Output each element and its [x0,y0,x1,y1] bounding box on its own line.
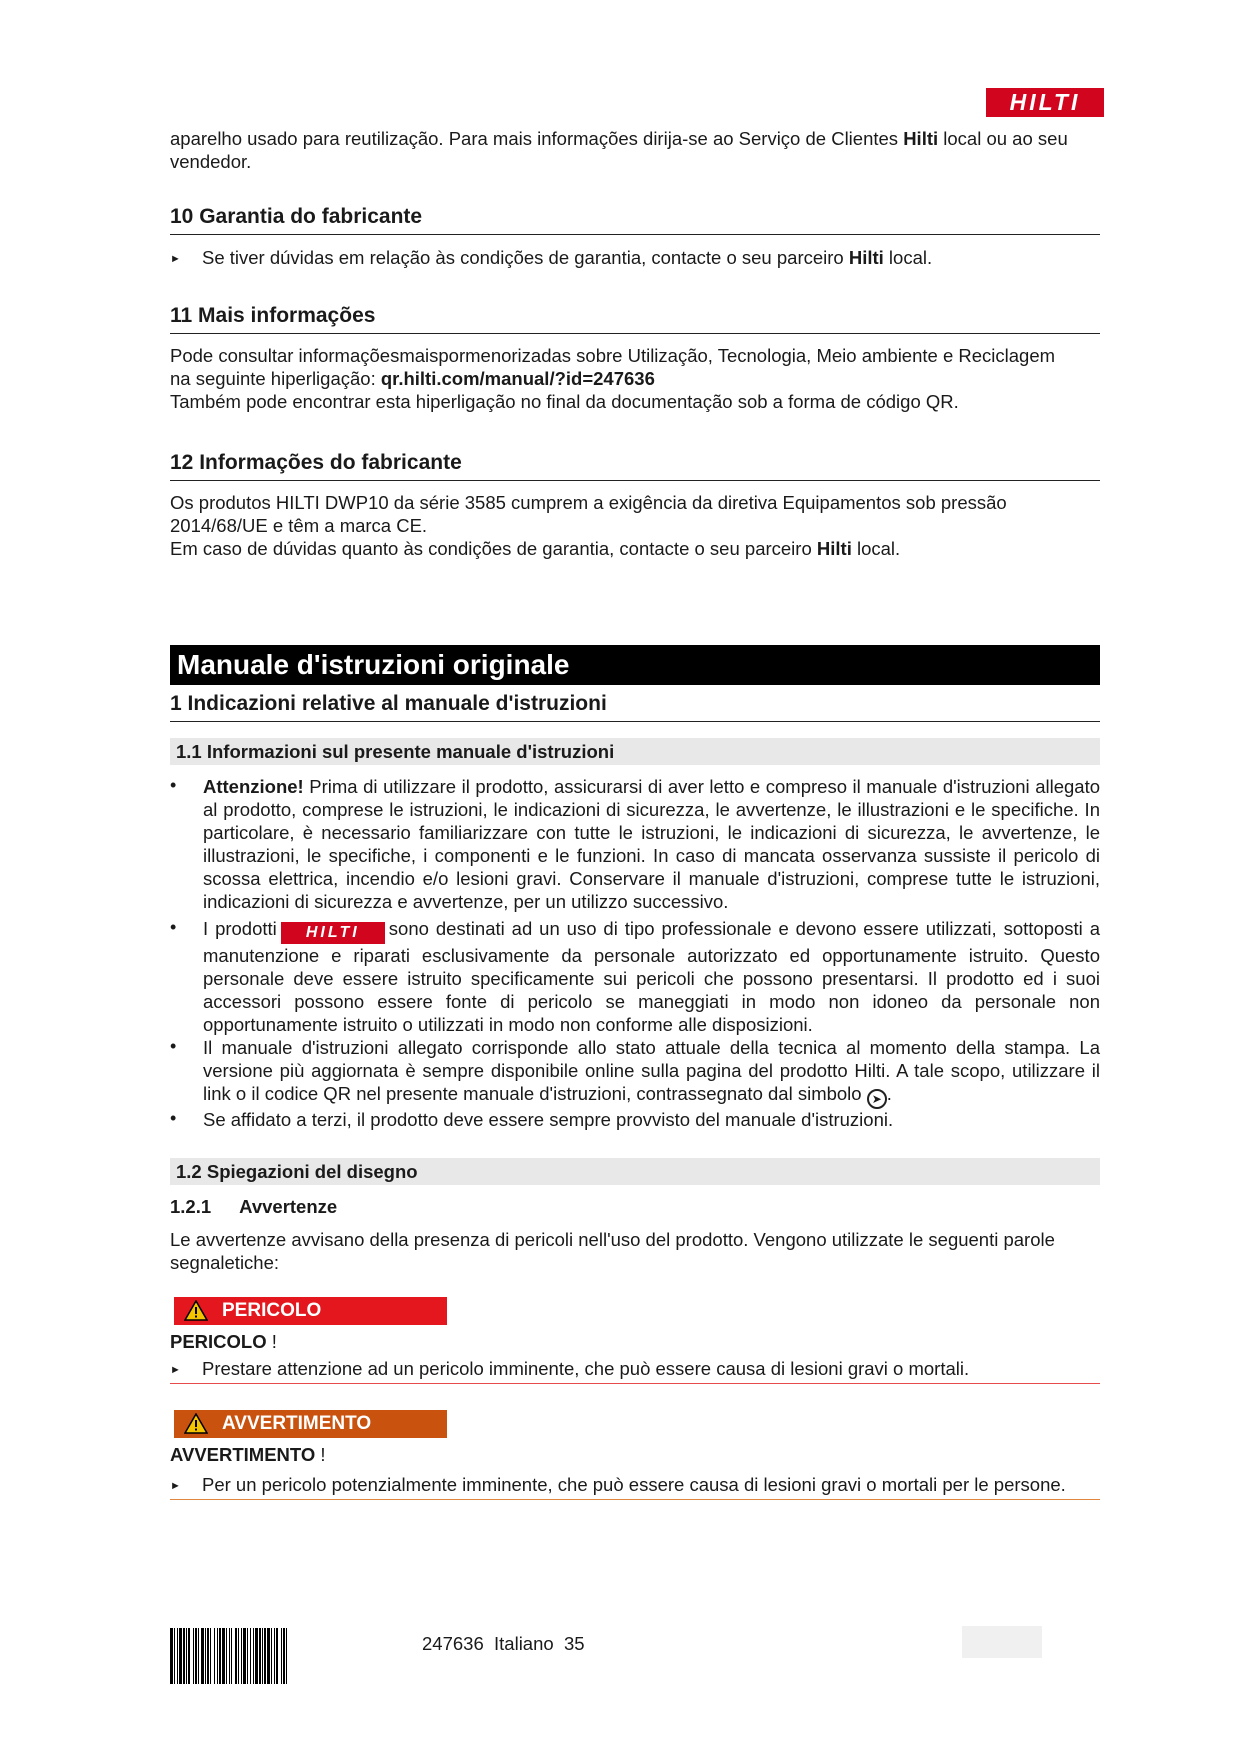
it-subsection-1-2-1: 1.2.1 Avvertenze [170,1196,338,1217]
warning-triangle-icon [184,1300,208,1321]
warning-label: AVVERTIMENTO ! [170,1444,326,1465]
section-12-heading: 12 Informações do fabricante [170,451,1100,481]
bullet-dot-icon: • [170,775,177,795]
warning-divider [170,1499,1100,1500]
arrow-bullet-icon: ► [170,1364,181,1376]
arrow-bullet-icon: ► [170,1480,181,1492]
it-warnings-paragraph: Le avvertenze avvisano della presenza di pericoli nell'uso del prodotto. Vengono utilizzate le seguenti parole segnaletiche: [170,1229,1055,1273]
section-11-heading: 11 Mais informações [170,304,1100,334]
bullet-dot-icon: • [170,1036,177,1056]
it-bullet-3: • Il manuale d'istruzioni allegato corrisponde allo stato attuale della tecnica al momento della stampa. La versione più aggiornata è sempre disponibile online sulla pagina del prodotto Hilti. A tale scopo, utilizzare il link o il codice QR nel presente manuale d'istruzioni, contrassegnato dal simbolo ➤ . [170,1036,1100,1109]
warning-instruction: ► Per un pericolo potenzialmente imminente, che può essere causa di lesioni gravi o mortali per le persone. [170,1473,1100,1498]
warning-signal-badge: AVVERTIMENTO [174,1410,447,1438]
it-bullet-2: • I prodotti HILTI sono destinati ad un uso di tipo professionale e devono essere utilizzati, sottoposti a manutenzione e riparati esclusivamente da personale autorizzato ed opportunamente istruito. Questo personale deve essere istruito specificamente sui pericoli che possono presentarsi. Il prodotto ed i suoi accessori possono essere fonte di pericolo se maneggiati in modo non idoneo da personale non opportunamente istruito o utilizzati in modo non conforme alle disposizioni. [170,917,1100,1035]
it-section-1-2-heading: 1.2 Spiegazioni del disegno [170,1158,1100,1185]
bullet-dot-icon: • [170,917,177,937]
danger-instruction: ► Prestare attenzione ad un pericolo imminente, che può essere causa di lesioni gravi o mortali. [170,1357,1100,1382]
bullet-dot-icon: • [170,1108,177,1128]
manual-link[interactable]: qr.hilti.com/manual/?id=247636 [380,368,655,389]
doc-id: 247636 [422,1633,484,1654]
section-11-body: Pode consultar informaçõesmaispormenorizadas sobre Utilização, Tecnologia, Meio ambiente e Reciclagem na seguinte hiperligação: qr.hilti.com/manual/?id=247636 Também pode encontrar esta hiperligação no final da documentação sob a forma de código QR. [170,345,1056,412]
manual-title-bar: Manuale d'istruzioni originale [170,645,1100,685]
section-10-bullet: ► Se tiver dúvidas em relação às condições de garantia, contacte o seu parceiro Hilti local. [170,246,1100,271]
arrow-bullet-icon: ► [170,253,181,265]
page-tab-marker [962,1626,1042,1658]
hilti-inline-logo: HILTI [281,922,385,944]
page-footer [422,1633,585,1655]
pt-intro-paragraph: aparelho usado para reutilização. Para mais informações dirija-se ao Serviço de Clientes Hilti local ou ao seu vendedor. [170,128,1068,172]
page-number: 35 [563,1633,585,1654]
section-12-body: Os produtos HILTI DWP10 da série 3585 cumprem a exigência da diretiva Equipamentos sob pressão 2014/68/UE e têm a marca CE. Em caso de dúvidas quanto às condições de garantia, contacte o seu parceiro Hilti local. [170,492,1007,559]
barcode-icon [170,1628,396,1684]
it-bullet-1: • Attenzione! Prima di utilizzare il prodotto, assicurarsi di aver letto e compreso il manuale d'istruzioni allegato al prodotto, comprese le istruzioni, le indicazioni di sicurezza, le avvertenze, le illustrazioni e le specifiche. In particolare, è necessario familiarizzare con tutte le istruzioni, le indicazioni di sicurezza, le avvertenze, le illustrazioni, le specifiche, i componenti e le funzioni. In caso di mancata osservanza sussiste il pericolo di scossa elettrica, incendio e/o lesioni gravi. Conservare il manuale d'istruzioni, comprese tutte le istruzioni, indicazioni di sicurezza e avvertenze, per un utilizzo successivo. [170,775,1100,912]
it-bullet-4: • Se affidato a terzi, il prodotto deve essere sempre provvisto del manuale d'istruzioni. [170,1108,894,1130]
danger-signal-badge: PERICOLO [174,1297,447,1325]
danger-divider [170,1383,1100,1384]
it-section-1-1-heading: 1.1 Informazioni sul presente manuale d'istruzioni [170,738,1100,765]
online-manual-symbol-icon: ➤ [867,1089,887,1109]
section-10-heading: 10 Garantia do fabricante [170,205,1100,235]
danger-label: PERICOLO ! [170,1331,277,1352]
language-label: Italiano [494,1633,554,1654]
warning-triangle-icon [184,1413,208,1434]
hilti-logo: HILTI [986,88,1104,117]
it-section-1-heading: 1 Indicazioni relative al manuale d'istruzioni [170,692,1100,722]
